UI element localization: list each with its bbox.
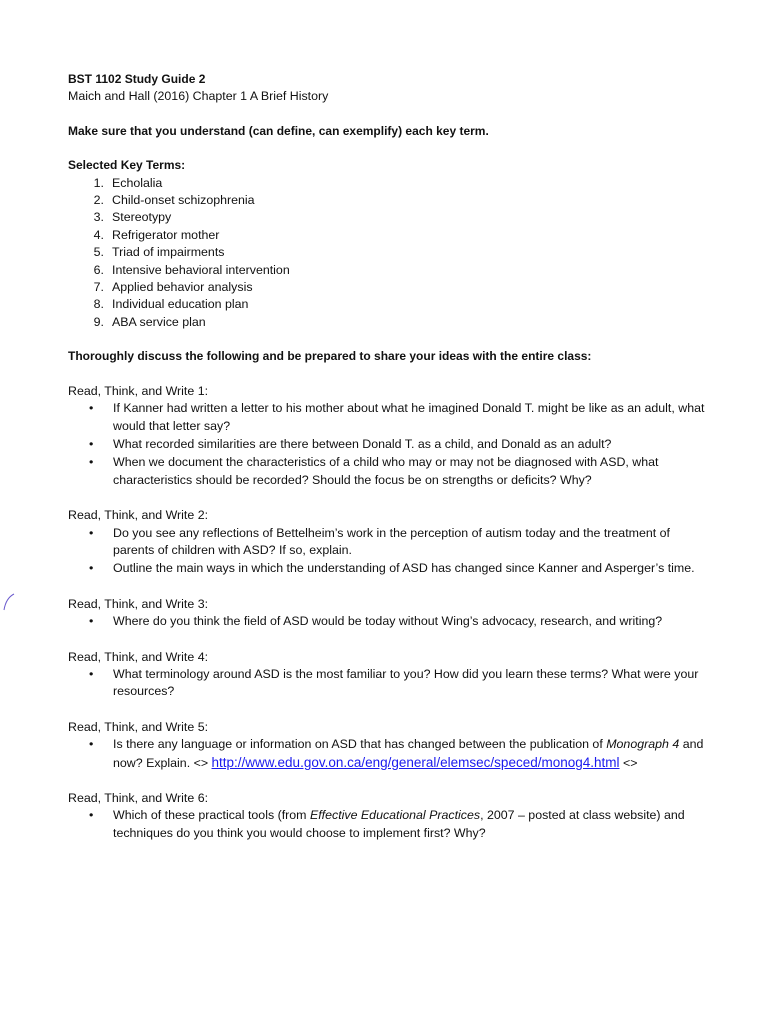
section-2-title: Read, Think, and Write 2: — [68, 508, 209, 523]
key-term-item: 6. Intensive behavioral intervention — [93, 262, 290, 277]
key-term-item: 4. Refrigerator mother — [93, 227, 220, 242]
section-4-title: Read, Think, and Write 4: — [68, 649, 209, 664]
section-1-title: Read, Think, and Write 1: — [68, 383, 209, 398]
key-term-item: 3. Stereotypy — [93, 210, 172, 225]
list-item: • What terminology around ASD is the most familiar to you? How did you learn these terms? What were your resources? — [89, 666, 699, 699]
list-item: • Do you see any reflections of Bettelheim’s work in the perception of autism today and the treatment of parents of children with ASD? If so, explain. — [89, 525, 670, 557]
section-3-title: Read, Think, and Write 3: — [68, 596, 209, 611]
doc-title: BST 1102 Study Guide 2 — [68, 72, 206, 86]
key-terms-list — [68, 175, 708, 332]
key-terms-heading: Selected Key Terms: — [68, 158, 186, 173]
key-term-item: 2. Child-onset schizophrenia — [93, 193, 255, 208]
instruction: Make sure that you understand (can define, can exemplify) each key term. — [68, 123, 489, 138]
section-4-list — [68, 666, 708, 701]
key-term-item: 7. Applied behavior analysis — [93, 280, 253, 295]
list-item: • Which of these practical tools (from Effective Educational Practices, 2007 – posted at class website) and techniques do you think you would choose to implement first? Why? — [89, 808, 685, 840]
key-term-item: 8. Individual education plan — [93, 297, 249, 312]
doc-subtitle: Maich and Hall (2016) Chapter 1 A Brief History — [68, 89, 329, 104]
monograph-link[interactable]: http://www.edu.gov.on.ca/eng/general/elemsec/speced/monog4.html — [211, 754, 620, 770]
section-6-list — [68, 807, 708, 842]
section-2-list — [68, 525, 708, 578]
list-item: • When we document the characteristics of a child who may or may not be diagnosed with ASD, what characteristics should be recorded? Should the focus be on strengths or deficits? Why? — [89, 455, 659, 487]
list-item: • What recorded similarities are there between Donald T. as a child, and Donald as an adult? — [89, 436, 612, 451]
section-3-list — [68, 613, 708, 630]
section-6-title: Read, Think, and Write 6: — [68, 791, 209, 805]
pen-mark — [2, 592, 16, 612]
list-item: • Is there any language or information on ASD that has changed between the publication of Monograph 4 and now? Explain. <> http://www.edu.gov.on.ca/eng/general/elemsec/speced/monog4.html <> — [89, 737, 704, 770]
key-term-item: 5. Triad of impairments — [93, 245, 225, 260]
list-item: • Where do you think the field of ASD would be today without Wing’s advocacy, research, and writing? — [89, 614, 663, 629]
discussion-heading: Thoroughly discuss the following and be prepared to share your ideas with the entire class: — [68, 349, 592, 364]
section-1-list — [68, 400, 708, 489]
list-item: • Outline the main ways in which the understanding of ASD has changed since Kanner and Asperger’s time. — [89, 561, 695, 576]
key-term-item: 1. Echolalia — [93, 175, 163, 190]
key-term-item: 9. ABA service plan — [93, 314, 206, 329]
document-body — [68, 71, 708, 843]
section-5-title: Read, Think, and Write 5: — [68, 719, 209, 734]
section-5-list — [68, 736, 708, 772]
list-item: • If Kanner had written a letter to his mother about what he imagined Donald T. might be like as an adult, what would that letter say? — [89, 401, 705, 433]
